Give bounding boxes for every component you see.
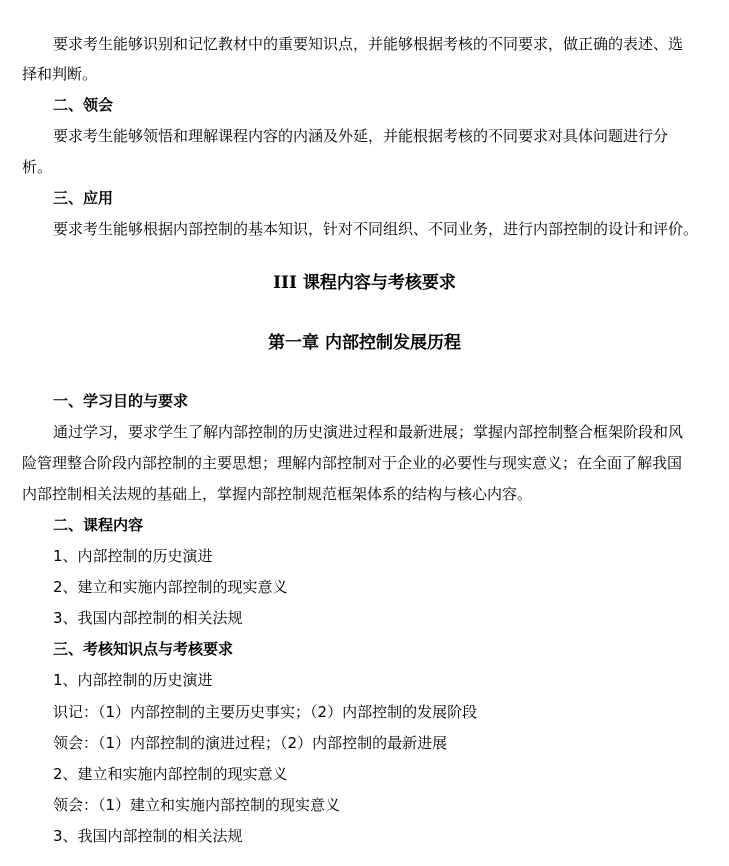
section-heading-content: 二、课程内容 xyxy=(53,516,144,534)
linghui-line-1: 要求考生能够领悟和理解课程内容的内涵及外延，并能根据考核的不同要求对具体问题进行分 xyxy=(53,127,669,145)
section-heading-goals: 一、学习目的与要求 xyxy=(53,392,189,410)
chapter-title: 第一章 内部控制发展历程 xyxy=(268,333,461,353)
assessment-line: 领会：（1）内部控制的演进过程；（2）内部控制的最新进展 xyxy=(53,734,448,752)
content-item: 2、建立和实施内部控制的现实意义 xyxy=(53,578,288,596)
linghui-line-2: 析。 xyxy=(22,158,53,176)
part-title: III 课程内容与考核要求 xyxy=(273,273,456,293)
assessment-line: 识记：（1）内部控制的主要历史事实；（2）内部控制的发展阶段 xyxy=(53,703,478,721)
section-heading-assessment: 三、考核知识点与考核要求 xyxy=(53,640,234,658)
section-heading-yingyong: 三、应用 xyxy=(53,189,114,207)
yingyong-line-1: 要求考生能够根据内部控制的基本知识，针对不同组织、不同业务，进行内部控制的设计和评价。 xyxy=(53,220,699,238)
assessment-line: 2、建立和实施内部控制的现实意义 xyxy=(53,765,288,783)
assessment-line: 1、内部控制的历史演进 xyxy=(53,671,213,689)
goals-line-3: 内部控制相关法规的基础上，掌握内部控制规范框架体系的结构与核心内容。 xyxy=(22,485,533,503)
intro-line-2: 择和判断。 xyxy=(22,65,98,83)
intro-line-1: 要求考生能够识别和记忆教材中的重要知识点，并能够根据考核的不同要求，做正确的表述、选 xyxy=(53,35,684,53)
assessment-line: 3、我国内部控制的相关法规 xyxy=(53,827,243,845)
goals-line-2: 险管理整合阶段内部控制的主要思想；理解内部控制对于企业的必要性与现实意义；在全面了解我国 xyxy=(22,454,683,472)
section-heading-linghui: 二、领会 xyxy=(53,96,114,114)
goals-line-1: 通过学习，要求学生了解内部控制的历史演进过程和最新进展；掌握内部控制整合框架阶段和风 xyxy=(53,423,684,441)
content-item: 1、内部控制的历史演进 xyxy=(53,547,213,565)
content-item: 3、我国内部控制的相关法规 xyxy=(53,609,243,627)
assessment-line: 领会：（1）建立和实施内部控制的现实意义 xyxy=(53,796,341,814)
